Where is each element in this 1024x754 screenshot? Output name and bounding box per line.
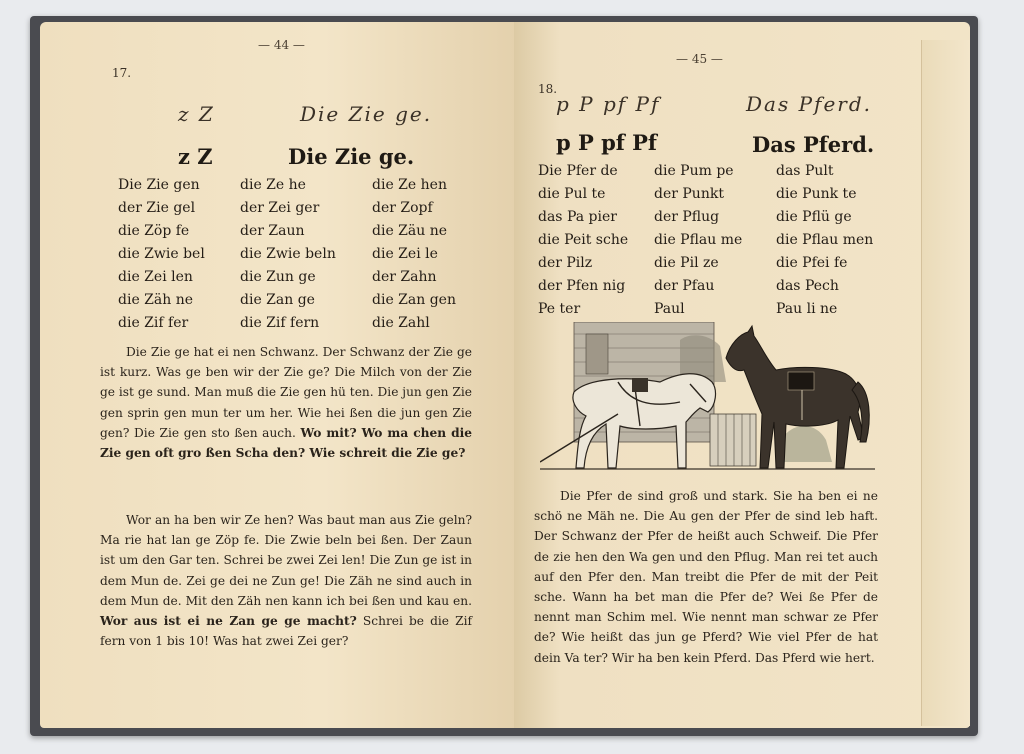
word-item: das Pult (776, 163, 834, 179)
right-word-column-1 (538, 160, 628, 321)
word-item: die Pfei fe (776, 255, 848, 271)
right-script-letters: p P pf Pf (556, 92, 661, 116)
left-section-number: 17. (112, 66, 132, 80)
word-item: die Zahl (372, 315, 430, 331)
word-item: die Zwie bel (118, 246, 205, 262)
left-letters-heading: z Z (178, 144, 213, 169)
word-item: die Zei len (118, 269, 193, 285)
word-item: Pe ter (538, 301, 581, 317)
word-item: Pau li ne (776, 301, 838, 317)
left-script-title: Die Zie ge. (300, 102, 433, 126)
word-item: die Zan ge (240, 292, 315, 308)
right-paragraph: Die Pfer de sind groß und stark. Sie ha ben ei ne schö ne Mäh ne. Die Au gen der Pfer de sind leb haft. Der Schwanz der Pfer de heißt auch Schweif. Die Pfer de zie hen den Wa gen und den Pflug. Man rei tet auch auf den Pfer den. Man treibt die Pfer de mit der Peit sche. Wann ha bet man die Pfer de? Wei ße Pfer de nennt man Schim mel. Wie nennt man schwar ze Pfer de? Wie heißt das jun ge Pferd? Wie viel Pfer de hat dein Va ter? Wir ha ben kein Pferd. Das Pferd wie hert. (534, 489, 878, 665)
word-item: die Pflau men (776, 232, 874, 248)
word-item: die Zif fer (118, 315, 189, 331)
word-item: die Peit sche (538, 232, 629, 248)
word-item: die Ze he (240, 177, 306, 193)
word-item: der Zaun (240, 223, 305, 239)
right-title-heading: Das Pferd. (752, 132, 875, 157)
word-item: die Pflü ge (776, 209, 852, 225)
right-section-number: 18. (538, 82, 558, 96)
word-item: die Zei le (372, 246, 438, 262)
word-item: die Punk te (776, 186, 857, 202)
word-item: die Ze hen (372, 177, 447, 193)
right-word-column-2 (654, 160, 742, 321)
word-item: die Zun ge (240, 269, 316, 285)
right-script-title: Das Pferd. (746, 92, 872, 116)
paragraph-text: Schrei be die Zif fern von 1 bis 10! Was hat zwei Zei ger? (100, 614, 472, 649)
paragraph-bold-text: Wor aus ist ei ne Zan ge ge macht? (100, 614, 357, 629)
paragraph-bold-text: Wo mit? Wo ma chen die Zie gen oft gro ßen Scha den? Wie schreit die Zie ge? (100, 425, 473, 461)
word-item: der Zei ger (240, 200, 320, 216)
word-item: das Pech (776, 278, 839, 294)
paragraph-text: Die Zie ge hat ei nen Schwanz. Der Schwanz der Zie ge ist kurz. Was ge ben wir der Zie ge? Die Milch von der Zie ge ist ge sund. Man muß die Zie gen hü ten. Die jun gen Zie gen sprin gen mun ter um her. Wie hei ßen die jun gen Zie gen? Die Zie gen sto ßen auch. (100, 345, 472, 440)
word-item: der Pilz (538, 255, 593, 271)
left-word-column-2 (240, 174, 336, 335)
word-item: der Pflug (654, 209, 720, 225)
word-item: der Punkt (654, 186, 724, 202)
word-item: Die Pfer de (538, 163, 618, 179)
word-item: die Zan gen (372, 292, 456, 308)
right-letters-heading: p P pf Pf (556, 130, 657, 155)
word-item: der Zahn (372, 269, 437, 285)
word-item: Die Zie gen (118, 177, 200, 193)
right-page-number: — 45 — (676, 52, 723, 66)
word-item: die Pil ze (654, 255, 719, 271)
word-item: der Zopf (372, 200, 433, 216)
word-item: der Pfau (654, 278, 715, 294)
word-item: die Zäu ne (372, 223, 448, 239)
horses-illustration (540, 322, 875, 474)
left-page-number: — 44 — (258, 38, 305, 52)
left-word-column-3 (372, 174, 456, 335)
paragraph-text: Wor an ha ben wir Ze hen? Was baut man aus Zie geln? Ma rie hat lan ge Zöp fe. Die Zwie beln bei ßen. Der Zaun ist um den Gar ten. Schrei be zwei Zei len! Die Zun ge ist in dem Mun de. Zei ge dei ne Zun ge! Die Zäh ne sind auch in dem Mun de. Mit den Zäh nen kann ich bei ßen und kau en. (100, 513, 472, 608)
word-item: Paul (654, 301, 685, 317)
word-item: die Pul te (538, 186, 606, 202)
word-item: die Zöp fe (118, 223, 190, 239)
word-item: die Zäh ne (118, 292, 194, 308)
left-paragraph-2 (100, 510, 472, 651)
left-script-letters: z Z (178, 102, 215, 126)
word-item: der Pfen nig (538, 278, 626, 294)
word-item: die Pflau me (654, 232, 743, 248)
word-item: die Zif fern (240, 315, 320, 331)
right-word-column-3 (776, 160, 873, 321)
word-item: die Zwie beln (240, 246, 336, 262)
word-item: die Pum pe (654, 163, 734, 179)
left-word-column-1 (118, 174, 205, 335)
word-item: das Pa pier (538, 209, 617, 225)
left-title-heading: Die Zie ge. (288, 144, 415, 169)
left-paragraph-1 (100, 342, 472, 463)
word-item: der Zie gel (118, 200, 196, 216)
